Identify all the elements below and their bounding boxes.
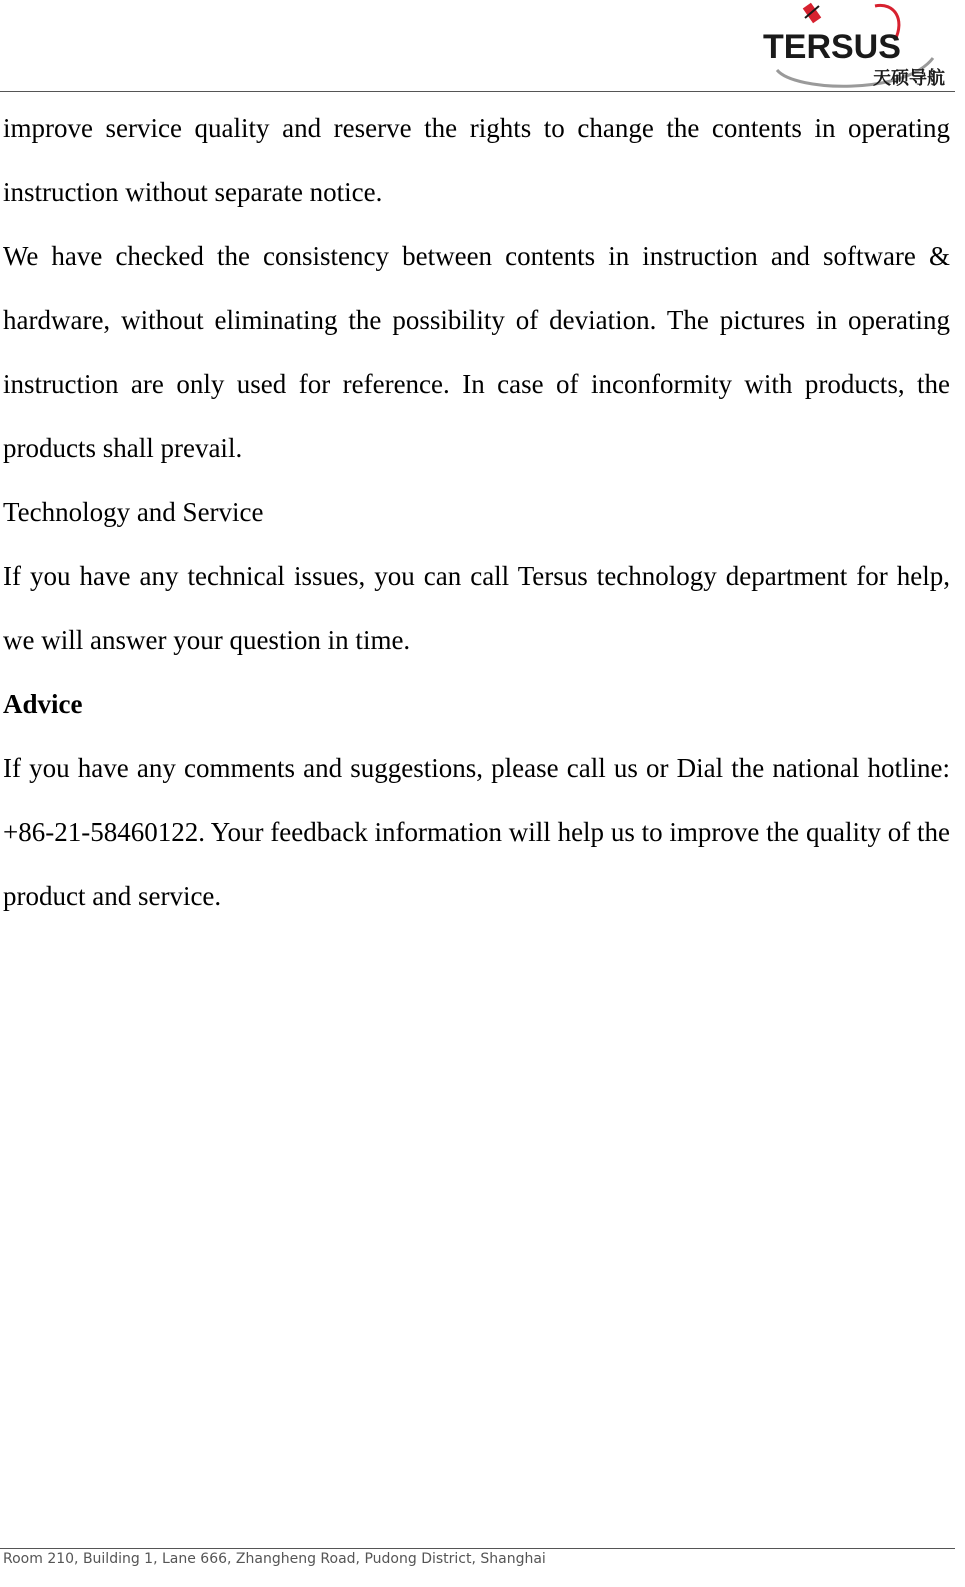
footer-address: Room 210, Building 1, Lane 666, Zhangheng Road, Pudong District, Shanghai <box>3 1551 546 1567</box>
section-heading-technology: Technology and Service <box>3 497 264 527</box>
satellite-icon <box>803 3 822 23</box>
footer-divider <box>0 1548 955 1549</box>
page-header <box>0 0 955 92</box>
document-body <box>3 96 950 928</box>
tersus-logo <box>755 0 955 91</box>
body-paragraph: We have checked the consistency between contents in instruction and software & hardware, without eliminating the possibility of deviation. The pictures in operating instruction are only used for reference. In case of inconformity with products, the products shall prevail. <box>3 241 950 463</box>
technology-paragraph: If you have any technical issues, you can call Tersus technology department for help, we will answer your question in time. <box>3 561 950 655</box>
logo-chinese-text: 天硕导航 <box>873 68 945 89</box>
logo-brand-text: TERSUS <box>763 28 901 66</box>
body-paragraph: improve service quality and reserve the rights to change the contents in operating instruction without separate notice. <box>3 113 950 207</box>
advice-paragraph: If you have any comments and suggestions, please call us or Dial the national hotline: +86-21-58460122. Your feedback information will help us to improve the quality of the product and service. <box>3 753 950 911</box>
section-heading-advice: Advice <box>3 689 83 719</box>
